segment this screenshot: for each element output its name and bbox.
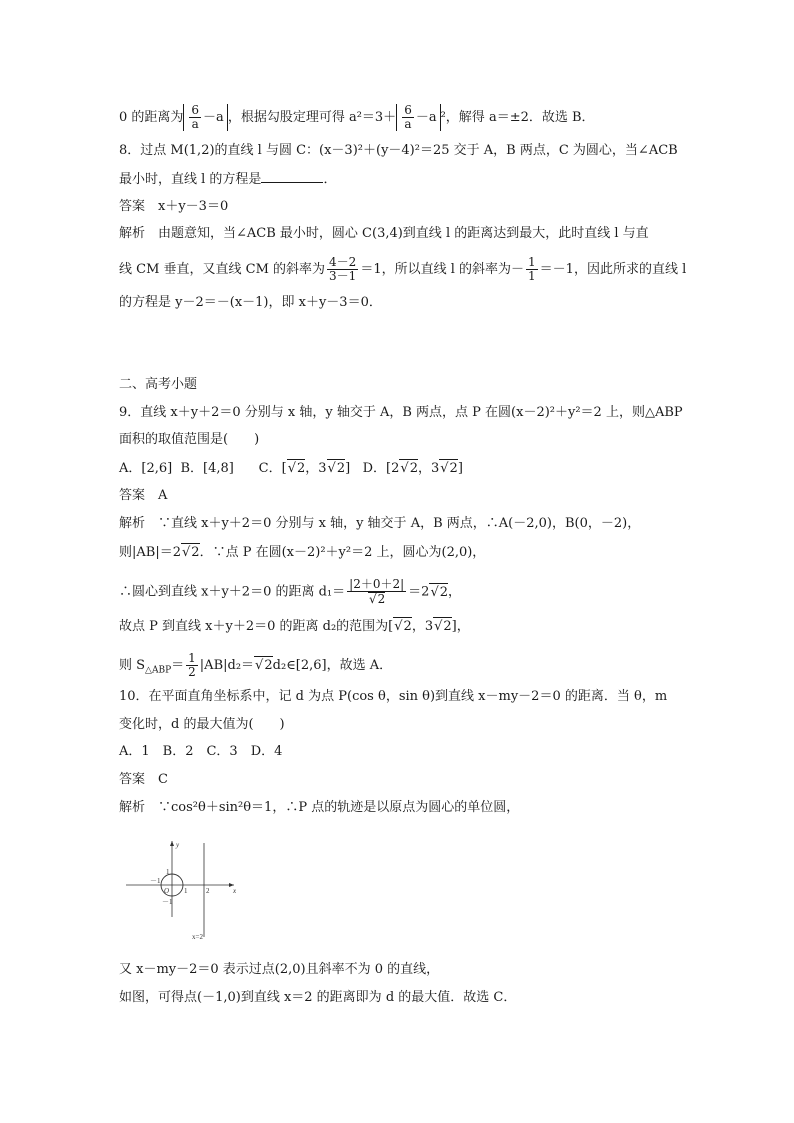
fraction <box>526 256 538 283</box>
sqrt: √ 2 <box>287 459 306 478</box>
question-9-solution-line2 <box>119 543 485 562</box>
question-10-solution-line3: 如图，可得点(－1,0)到直线 x＝2 的距离即为 d 的最大值．故选 C． <box>119 990 517 1005</box>
answer-blank <box>261 170 323 183</box>
text-span: d₂∈[2,6]，故选 A． <box>272 658 393 673</box>
question-9-solution-line3 <box>119 578 461 606</box>
question-10-line2: 变化时，d 的最大值为( ) <box>119 717 285 732</box>
tick-label-neg1-left: －1 <box>150 877 161 885</box>
question-8-answer: 答案 x＋y－3＝0 <box>119 199 229 214</box>
text-span: ，3 <box>305 461 327 476</box>
option-b: B．[4,8] <box>180 461 234 476</box>
sqrt: √ 2 <box>254 656 273 675</box>
question-8-solution-line1: 解析 由题意知，当∠ACB 最小时，圆心 C(3,4)到直线 l 的距离达到最大，此时直线 l 与直 <box>119 226 649 241</box>
question-10-solution-line2: 又 x－my－2＝0 表示过点(2,0)且斜率不为 0 的直线， <box>119 962 440 977</box>
question-10-line1: 10．在平面直角坐标系中，记 d 为点 P(cos θ，sin θ)到直线 x－my－2＝0 的距离．当 θ，m <box>119 689 668 704</box>
y-label: y <box>176 841 180 849</box>
text-span: ，3 <box>411 619 434 634</box>
fraction-numerator: 6 <box>404 103 412 117</box>
text-span: ＝－1，因此所求的直线 l <box>539 262 687 277</box>
text-span: ． <box>323 172 337 187</box>
text-span: ，根据勾股定理可得 a²＝3＋ <box>227 110 397 125</box>
section-heading: 二、高考小题 <box>119 377 198 392</box>
unit-circle-figure <box>122 833 240 943</box>
sqrt: √ 2 <box>181 543 200 562</box>
text-span: ＝ <box>171 658 185 673</box>
sqrt: √ 2 <box>429 583 448 602</box>
question-9-solution-line1: 解析 ∵直线 x＋y＋2＝0 分别与 x 轴，y 轴交于 A，B 两点，∴A(－2,0)，B(0，－2)， <box>119 516 641 531</box>
fraction-denominator: 3－1 <box>329 269 357 283</box>
text-span: ＝2 <box>408 584 430 600</box>
question-8-line2 <box>119 170 336 189</box>
fraction-denominator <box>347 591 406 606</box>
fraction-numerator: 1 <box>188 651 196 665</box>
text-span: ．∵点 P 在圆(x－2)²＋y²＝2 上，圆心为(2,0)， <box>199 545 486 560</box>
text-span: |AB|d₂＝ <box>199 658 255 673</box>
subscript: △ABP <box>145 665 172 676</box>
question-9-solution-line4 <box>119 617 470 636</box>
question-9-line2: 面积的取值范围是( ) <box>119 432 260 447</box>
text-line <box>119 104 595 131</box>
question-9-line1: 9．直线 x＋y＋2＝0 分别与 x 轴，y 轴交于 A，B 两点，点 P 在圆(x－2)²＋y²＝2 上，则△ABP <box>119 405 683 420</box>
tick-label-neg1-bottom: －1 <box>162 898 173 906</box>
question-10-options: A．1 B．2 C．3 D．4 <box>119 744 283 759</box>
text-span: ]， <box>451 619 470 634</box>
text-span: ，3 <box>417 461 440 476</box>
fraction <box>347 578 406 606</box>
question-10-solution-line1: 解析 ∵cos²θ＋sin²θ＝1，∴P 点的轨迹是以原点为圆心的单位圆， <box>119 800 520 815</box>
fraction-denominator: a <box>189 117 201 131</box>
text-span: ， <box>448 584 462 600</box>
fraction-denominator: a <box>402 117 414 131</box>
fraction-numerator: |2＋0＋2| <box>349 577 405 591</box>
sqrt: √ 2 <box>399 459 418 478</box>
option-c: C．[√ 2，3√ 2] <box>259 461 351 476</box>
text-span: 0 的距离为 <box>119 110 184 125</box>
sqrt: √ 2 <box>327 459 346 478</box>
text-span: 则|AB|＝2 <box>119 545 181 560</box>
fraction-denominator: 2 <box>188 665 196 679</box>
text-span: 故点 P 到直线 x＋y＋2＝0 的距离 d₂的范围为[ <box>119 619 394 634</box>
tick-label-1-top: 1 <box>166 868 170 876</box>
sqrt: √ 2 <box>368 592 385 606</box>
question-9-options <box>119 459 463 478</box>
option-d: D．[2√ 2，3√ 2] <box>363 461 463 476</box>
text-span: ²，解得 a＝±2．故选 B． <box>440 110 595 125</box>
text-span: D．[2 <box>362 461 400 476</box>
question-9-answer: 答案 A <box>119 488 168 503</box>
fraction <box>186 652 198 679</box>
x-label: x <box>233 887 237 895</box>
fraction-numerator: 1 <box>528 255 536 269</box>
question-8-solution-line3: 的方程是 y－2＝－(x－1)，即 x＋y－3＝0． <box>119 295 382 310</box>
text-span: ＝1，所以直线 l 的斜率为－ <box>360 262 525 277</box>
text-span: ∴圆心到直线 x＋y＋2＝0 的距离 d₁＝ <box>119 584 346 600</box>
sqrt: √ 2 <box>433 617 452 636</box>
tick-label-1-right: 1 <box>184 887 188 895</box>
fraction <box>327 256 358 283</box>
absolute-value <box>396 104 440 131</box>
question-9-solution-line5 <box>119 652 392 680</box>
text-span: C．[ <box>258 461 287 476</box>
text-span: 线 CM 垂直，又直线 CM 的斜率为 <box>119 262 326 277</box>
line-label: x=2 <box>192 933 203 941</box>
sqrt: √ 2 <box>439 459 458 478</box>
text-span: 最小时，直线 l 的方程是 <box>119 172 262 187</box>
question-10-answer: 答案 C <box>119 772 168 787</box>
tick-label-2: 2 <box>206 887 210 895</box>
fraction-denominator: 1 <box>528 269 536 283</box>
option-a: A．[2,6] <box>119 461 173 476</box>
text-span: 则 S <box>119 658 146 673</box>
text-span: －a <box>415 110 437 125</box>
question-8-line1: 8．过点 M(1,2)的直线 l 与圆 C：(x－3)²＋(y－4)²＝25 交于 A，B 两点，C 为圆心，当∠ACB <box>119 143 678 158</box>
sqrt: √ 2 <box>393 617 412 636</box>
y-axis-arrow <box>170 841 174 846</box>
text-span: －a <box>203 110 224 125</box>
fraction <box>189 104 201 131</box>
fraction <box>402 104 414 131</box>
question-8-solution-line2 <box>119 256 686 283</box>
fraction-numerator: 4－2 <box>329 255 357 269</box>
origin-label: O <box>164 887 170 895</box>
absolute-value <box>183 104 227 131</box>
fraction-numerator: 6 <box>191 103 200 117</box>
